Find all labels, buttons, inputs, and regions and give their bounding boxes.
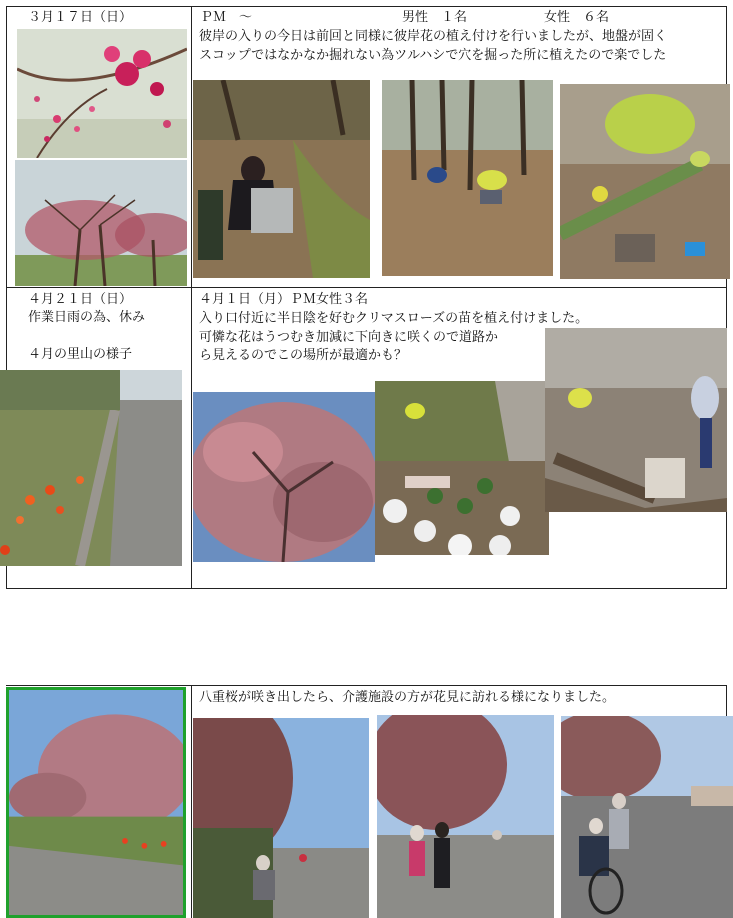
photo-tulips-road xyxy=(0,370,182,566)
photo-double-cherry-tree xyxy=(193,392,375,562)
photo-visitors-walking xyxy=(377,715,554,918)
april21-satoyama-label: ４月の里山の様子 xyxy=(28,347,133,362)
photo-planting-near-log xyxy=(545,328,727,512)
march17-time: ＰＭ ～ xyxy=(200,10,253,25)
april21-note: 作業日雨の為、休み xyxy=(28,310,146,325)
march17-date: ３月１７日（日） xyxy=(28,10,133,25)
photo-flower-bed-edging xyxy=(560,84,730,279)
yaezakura-description: 八重桜が咲き出したら、介護施設の方が花見に訪れる様になりました。 xyxy=(199,690,616,705)
april1-header: ４月１日（月）ＰＭ女性３名 xyxy=(199,292,369,307)
photo-cherry-road-framed xyxy=(6,687,186,918)
april1-description-line3: ら見えるのでこの場所が最適かも？ xyxy=(199,348,408,363)
lower-top-border xyxy=(6,685,727,686)
march17-female-count: 女性 ６名 xyxy=(544,10,610,25)
photo-plum-grove xyxy=(15,160,187,286)
photo-plum-blossom-closeup xyxy=(17,29,187,158)
march17-male-count: 男性 １名 xyxy=(402,10,468,25)
table-bottom-border xyxy=(6,588,727,589)
april21-date: ４月２１日（日） xyxy=(28,292,133,307)
april1-description-line1: 入り口付近に半日陰を好むクリマスローズの苗を植え付けました。 xyxy=(199,311,589,326)
april1-description-line2: 可憐な花はうつむき加減に下向きに咲くので道路か xyxy=(199,330,499,345)
lower-column-divider xyxy=(191,685,192,918)
photo-cherry-path-wheelchair xyxy=(193,718,369,918)
photo-planting-woman-crouching xyxy=(193,80,370,278)
photo-woods-workers xyxy=(382,80,553,276)
photo-wheelchair-visitor xyxy=(561,716,733,918)
table-top-border xyxy=(6,6,727,7)
photo-potted-seedlings xyxy=(375,381,549,555)
march17-description-line2: スコップではなかなか掘れない為ツルハシで穴を掘った所に植えたので楽でした xyxy=(199,48,667,63)
table-mid-border xyxy=(6,287,727,288)
table-column-divider xyxy=(191,6,192,589)
march17-description-line1: 彼岸の入りの今日は前回と同様に彼岸花の植え付けを行いましたが、地盤が固く xyxy=(199,29,668,44)
